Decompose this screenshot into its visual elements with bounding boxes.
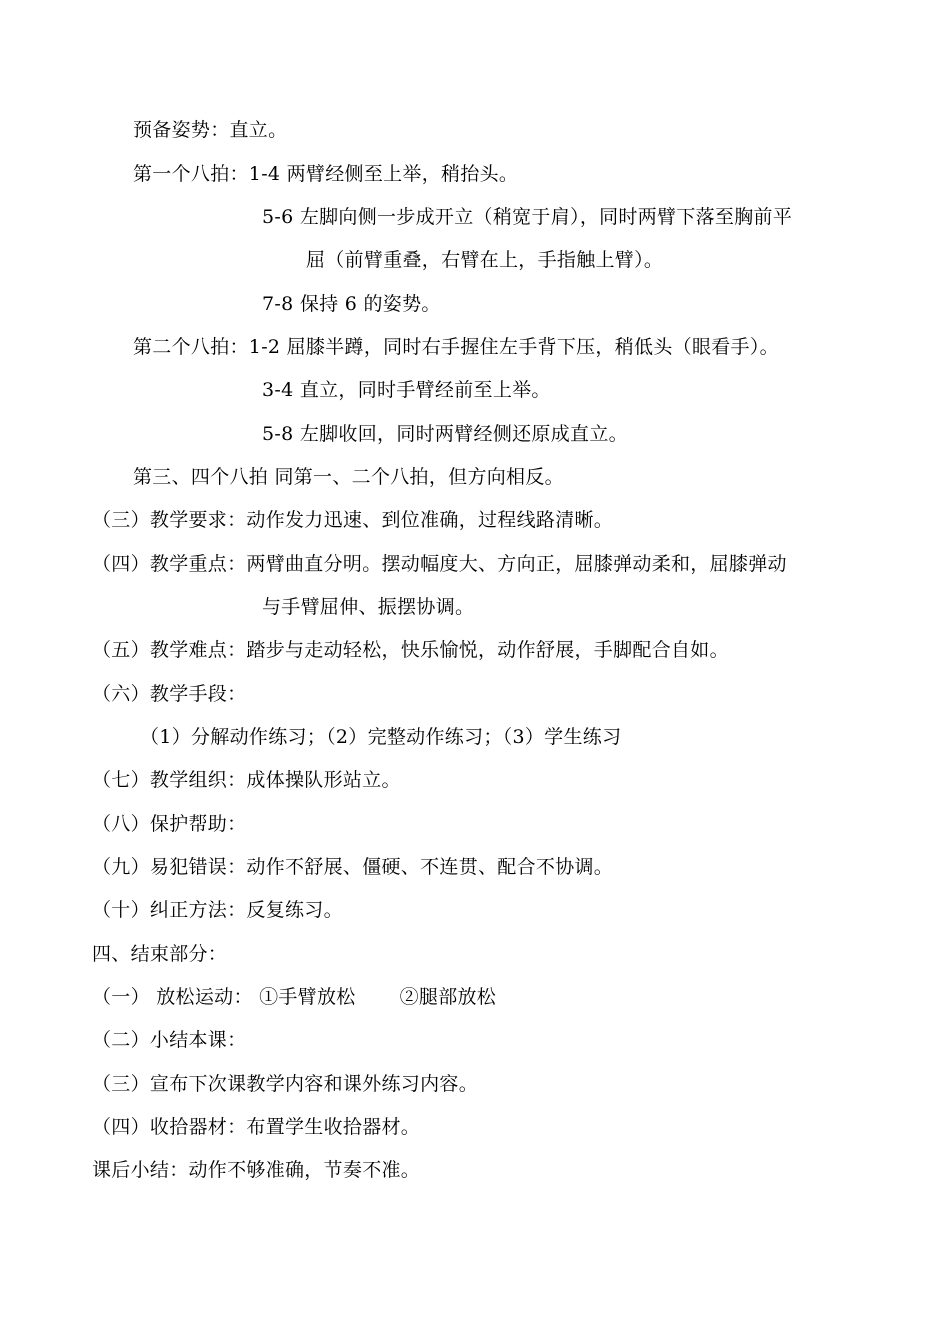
preparation-posture: 预备姿势：直立。 — [133, 119, 288, 141]
second-eight-beat-5-8: 5-8 左脚收回，同时两臂经侧还原成直立。 — [262, 423, 628, 445]
teaching-difficulties: （五）教学难点：踏步与走动轻松，快乐愉悦，动作舒展，手脚配合自如。 — [92, 639, 729, 661]
lesson-summary: （二）小结本课： — [92, 1029, 247, 1051]
second-eight-beat-3-4: 3-4 直立，同时手臂经前至上举。 — [262, 379, 551, 401]
relaxation-leg: ②腿部放松 — [399, 986, 497, 1008]
correction-methods: （十）纠正方法：反复练习。 — [92, 899, 343, 921]
first-eight-beat-5-6-cont: 屈（前臂重叠，右臂在上，手指触上臂）。 — [306, 249, 664, 271]
teaching-organization: （七）教学组织：成体操队形站立。 — [92, 769, 401, 791]
teaching-methods-list: （1）分解动作练习；（2）完整动作练习；（3）学生练习 — [140, 726, 622, 748]
second-eight-beat: 第二个八拍：1-2 屈膝半蹲，同时右手握住左手背下压，稍低头（眼看手）。 — [133, 336, 779, 358]
first-eight-beat-7-8: 7-8 保持 6 的姿势。 — [262, 293, 441, 315]
teaching-key-points: （四）教学重点：两臂曲直分明。摆动幅度大、方向正，屈膝弹动柔和，屈膝弹动 — [92, 553, 787, 575]
common-errors: （九）易犯错误：动作不舒展、僵硬、不连贯、配合不协调。 — [92, 856, 614, 878]
pack-equipment: （四）收拾器材：布置学生收拾器材。 — [92, 1116, 421, 1138]
teaching-requirements: （三）教学要求：动作发力迅速、到位准确，过程线路清晰。 — [92, 509, 614, 531]
relaxation-arm: （一） 放松运动： ①手臂放松 — [92, 986, 356, 1008]
teaching-methods: （六）教学手段： — [92, 683, 247, 705]
protection-help: （八）保护帮助： — [92, 813, 247, 835]
teaching-key-points-cont: 与手臂屈伸、振摆协调。 — [262, 596, 475, 618]
third-fourth-eight-beat: 第三、四个八拍 同第一、二个八拍，但方向相反。 — [133, 466, 564, 488]
first-eight-beat: 第一个八拍：1-4 两臂经侧至上举，稍抬头。 — [133, 163, 519, 185]
closing-section-heading: 四、结束部分： — [92, 943, 228, 965]
after-class-summary: 课后小结：动作不够准确，节奏不准。 — [92, 1159, 421, 1181]
relaxation-exercise — [92, 985, 496, 1009]
first-eight-beat-5-6: 5-6 左脚向侧一步成开立（稍宽于肩），同时两臂下落至胸前平 — [262, 206, 793, 228]
announce-next-lesson: （三）宣布下次课教学内容和课外练习内容。 — [92, 1073, 479, 1095]
